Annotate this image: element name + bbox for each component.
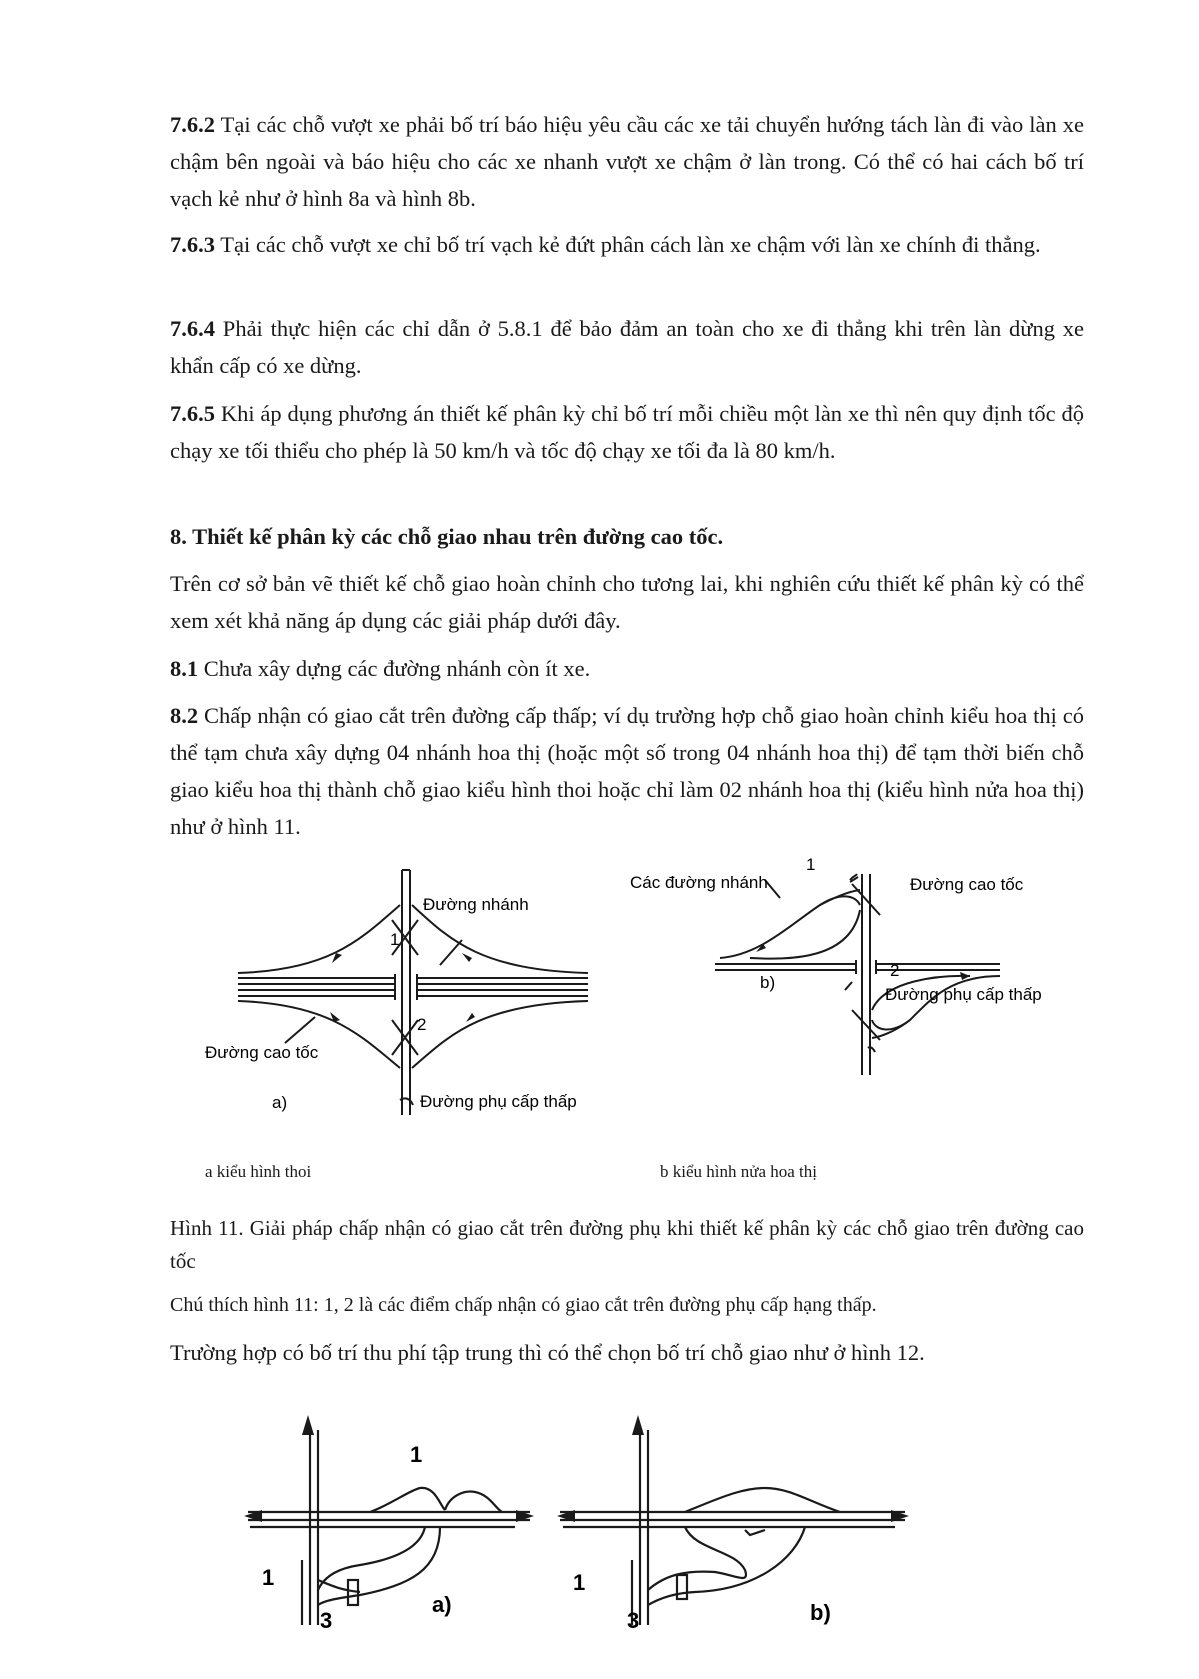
point-2: 2 [890, 961, 900, 980]
section-number: 7.6.5 [170, 401, 215, 426]
point-1-top: 1 [410, 1442, 423, 1467]
paragraph-text: Tại các chỗ vượt xe phải bố trí báo hiệu yêu cầu các xe tải chuyển hướng tách làn đi vào làn xe chậm bên ngoài và báo hiệu cho các xe nhanh vượt xe chậm ở làn trong. Có thể có hai cách bố trí vạch kẻ như ở hình 8a và hình 8b. [170, 112, 1084, 211]
paragraph-7-6-5 [170, 395, 1084, 469]
paragraph-7-6-4 [170, 310, 1084, 384]
point-1-left: 1 [573, 1570, 586, 1595]
point-2: 2 [417, 1015, 427, 1034]
paragraph-text: Tại các chỗ vượt xe chỉ bố trí vạch kẻ đứt phân cách làn xe chậm với làn xe chính đi thẳng. [215, 232, 1041, 257]
paragraph-7-6-3 [170, 226, 1084, 263]
paragraph-text: Chưa xây dựng các đường nhánh còn ít xe. [198, 656, 591, 681]
label-highway: Đường cao tốc [910, 875, 1024, 894]
point-3: 3 [320, 1608, 333, 1633]
sub-caption-b: b kiểu hình nửa hoa thị [660, 1162, 817, 1181]
figure-12b-toll-interchange [555, 1410, 915, 1635]
section-number: 8.1 [170, 656, 199, 681]
section-number: 7.6.2 [170, 112, 215, 137]
label-ramp: Đường nhánh [423, 895, 529, 914]
label-ramps: Các đường nhánh [630, 873, 768, 892]
paragraph-8-2 [170, 697, 1084, 845]
label-minor-road: Đường phụ cấp thấp [420, 1092, 577, 1111]
subfigure-label-a: a) [432, 1592, 452, 1617]
subfigure-label-b: b) [810, 1600, 831, 1625]
label-minor-road: Đường phụ cấp thấp [885, 985, 1042, 1004]
figure-11-caption: Hình 11. Giải pháp chấp nhận có giao cắt trên đường phụ khi thiết kế phân kỳ các chỗ giao trên đường cao tốc [170, 1216, 1084, 1273]
label-highway: Đường cao tốc [205, 1043, 319, 1062]
section-number: 7.6.3 [170, 232, 215, 257]
figure-11-note: Chú thích hình 11: 1, 2 là các điểm chấp nhận có giao cắt trên đường phụ cấp hạng thấp. [170, 1294, 877, 1316]
paragraph-8-1 [170, 650, 1084, 687]
paragraph-text: Chấp nhận có giao cắt trên đường cấp thấp; ví dụ trường hợp chỗ giao hoàn chỉnh kiểu hoa thị có thể tạm chưa xây dựng 04 nhánh hoa thị (hoặc một số trong 04 nhánh hoa thị) để tạm thời biến chỗ giao kiểu hoa thị thành chỗ giao kiểu hình thoi hoặc chỉ làm 02 nhánh hoa thị (kiểu hình nửa hoa thị) như ở hình 11. [170, 703, 1084, 839]
figure-12a-toll-interchange [240, 1410, 540, 1635]
paragraph-text: Khi áp dụng phương án thiết kế phân kỳ chỉ bố trí mỗi chiều một làn xe thì nên quy định tốc độ chạy xe tối thiểu cho phép là 50 km/h và tốc độ chạy xe tối đa là 80 km/h. [170, 401, 1084, 463]
point-3: 3 [627, 1608, 640, 1633]
paragraph-toll: Trường hợp có bố trí thu phí tập trung thì có thể chọn bố trí chỗ giao như ở hình 12. [170, 1340, 925, 1365]
paragraph-text: Phải thực hiện các chỉ dẫn ở 5.8.1 để bảo đảm an toàn cho xe đi thẳng khi trên làn dừng xe khẩn cấp có xe dừng. [170, 316, 1084, 378]
subfigure-label-a: a) [272, 1093, 288, 1112]
figure-11b-half-cloverleaf [630, 855, 1070, 1080]
section-number: 8.2 [170, 703, 199, 728]
figure-11a-diamond-interchange [205, 860, 600, 1125]
point-1: 1 [390, 930, 400, 949]
subfigure-label-b: b) [760, 973, 776, 992]
section-heading-8: 8. Thiết kế phân kỳ các chỗ giao nhau trên đường cao tốc. [170, 524, 724, 549]
point-1-left: 1 [262, 1565, 275, 1590]
section-number: 7.6.4 [170, 316, 215, 341]
paragraph-7-6-2 [170, 106, 1084, 217]
sub-caption-a: a kiểu hình thoi [205, 1162, 312, 1181]
paragraph-8: Trên cơ sở bản vẽ thiết kế chỗ giao hoàn chỉnh cho tương lai, khi nghiên cứu thiết kế phân kỳ có thể xem xét khả năng áp dụng các giải pháp dưới đây. [170, 571, 1084, 633]
point-1: 1 [806, 855, 816, 874]
